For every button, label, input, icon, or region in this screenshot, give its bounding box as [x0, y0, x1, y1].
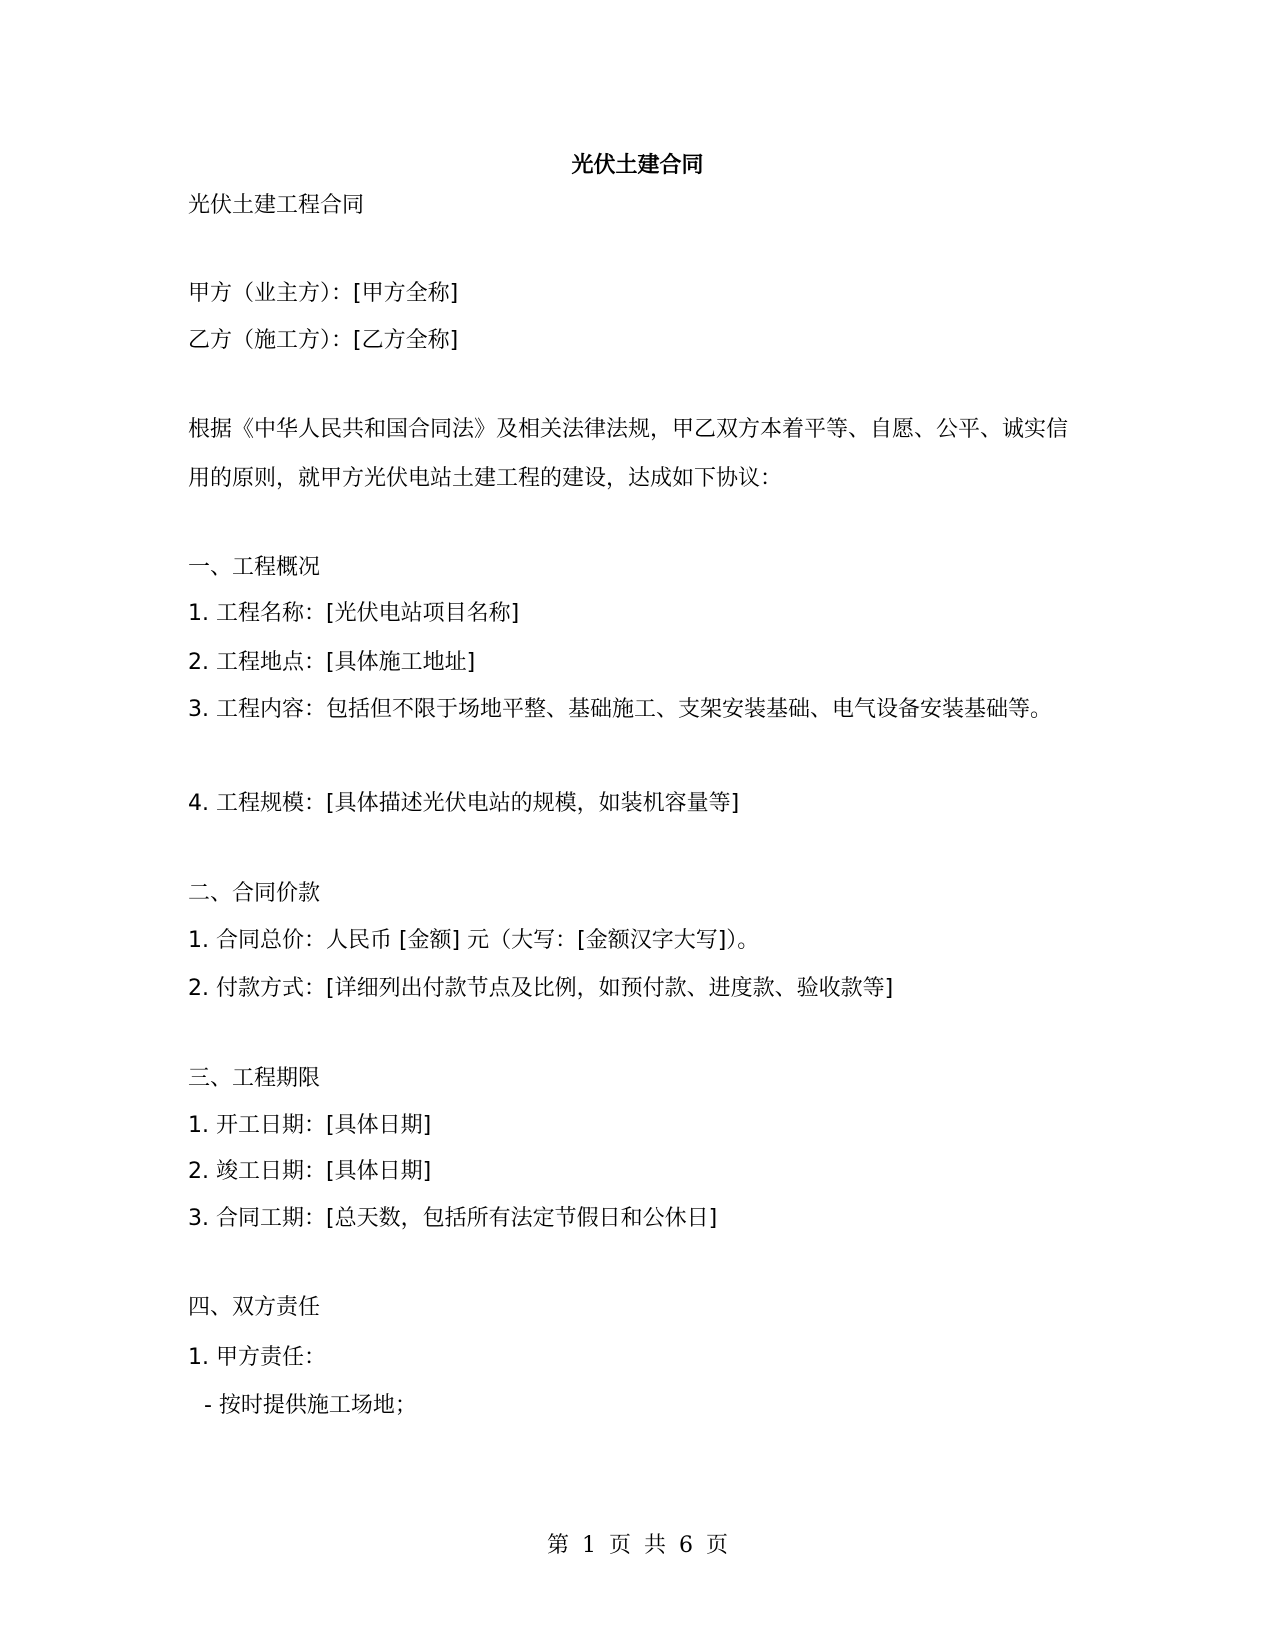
- list-item: 1. 合同总价：人民币 [金额] 元（大写：[金额汉字大写]）。: [188, 928, 760, 953]
- section-heading: 四、双方责任: [188, 1295, 321, 1320]
- party-a-line: 甲方（业主方）：[甲方全称]: [188, 281, 459, 306]
- list-item: 2. 竣工日期：[具体日期]: [188, 1159, 432, 1184]
- list-item: 2. 付款方式：[详细列出付款节点及比例，如预付款、进度款、验收款等]: [188, 976, 894, 1001]
- list-item: 3. 合同工期：[总天数，包括所有法定节假日和公休日]: [188, 1206, 718, 1231]
- list-item: 1. 开工日期：[具体日期]: [188, 1113, 432, 1138]
- document-title: 光伏土建合同: [571, 153, 704, 178]
- list-item: 1. 工程名称：[光伏电站项目名称]: [188, 601, 520, 626]
- list-item: 4. 工程规模：[具体描述光伏电站的规模，如装机容量等]: [188, 791, 740, 816]
- document-subtitle: 光伏土建工程合同: [188, 193, 365, 218]
- preamble-paragraph: 根据《中华人民共和国合同法》及相关法律法规，甲乙双方本着平等、自愿、公平、诚实信用的原则，就甲方光伏电站土建工程的建设，达成如下协议：: [188, 417, 1069, 491]
- list-item: - 按时提供施工场地；: [204, 1393, 417, 1418]
- list-item: 2. 工程地点：[具体施工地址]: [188, 650, 476, 675]
- list-item: 1. 甲方责任：: [188, 1345, 326, 1370]
- page-number-footer: 第 1 页 共 6 页: [547, 1533, 728, 1558]
- section-heading: 一、工程概况: [188, 555, 321, 580]
- party-b-line: 乙方（施工方）：[乙方全称]: [188, 328, 459, 353]
- section-heading: 三、工程期限: [188, 1066, 321, 1091]
- section-heading: 二、合同价款: [188, 881, 321, 906]
- list-item: 3. 工程内容：包括但不限于场地平整、基础施工、支架安装基础、电气设备安装基础等。: [188, 697, 1052, 722]
